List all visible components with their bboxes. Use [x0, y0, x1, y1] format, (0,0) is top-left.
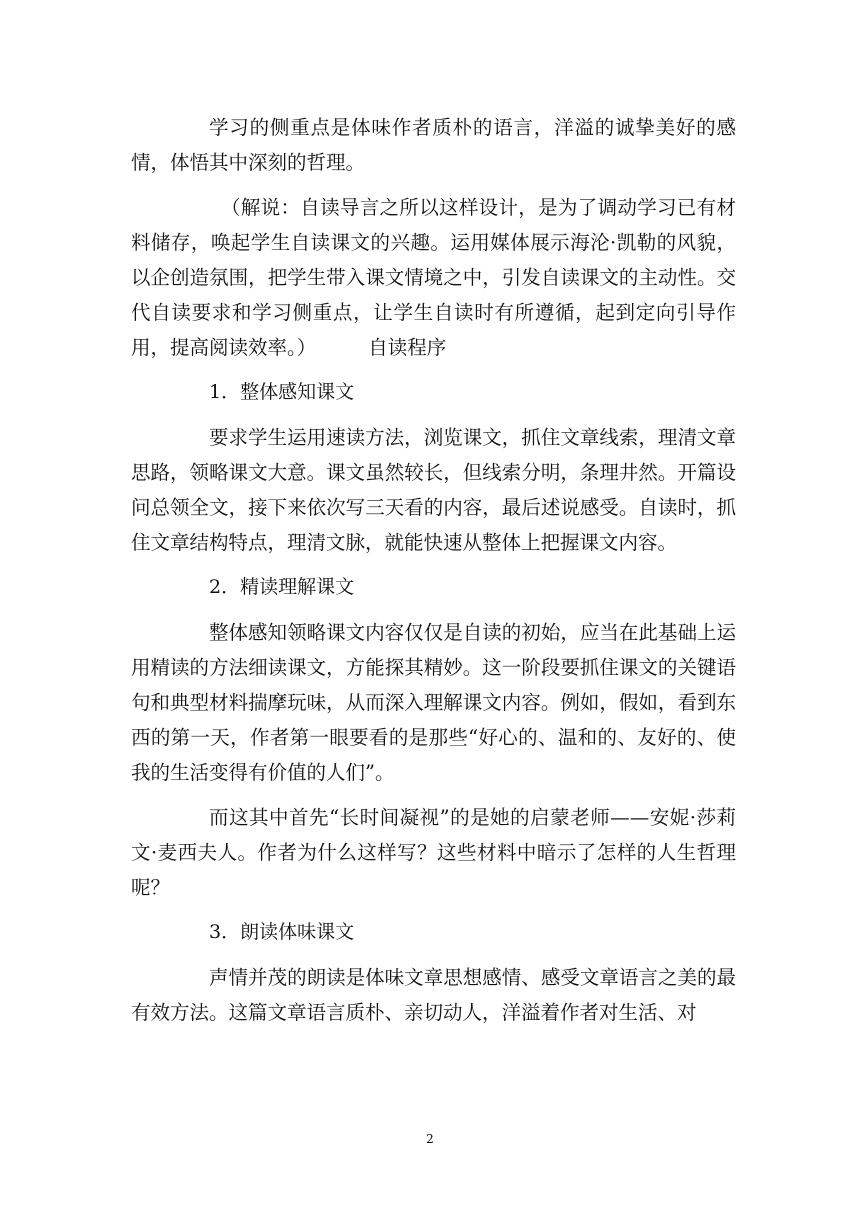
step1-paragraph: 要求学生运用速读方法，浏览课文，抓住文章线索，理清文章思路，领略课文大意。课文虽然较长，但线索分明，条理井然。开篇设问总领全文，接下来依次写三天看的内容，最后述说感受。自读时，抓住文章结构特点，理清文脉，就能快速从整体上把握课文内容。: [131, 426, 736, 554]
paragraph-gap: [131, 365, 736, 375]
paragraph-gap: [131, 905, 736, 915]
paragraph-learning-focus: 学习的侧重点是体味作者质朴的语言，洋溢的诚挚美好的感情，体悟其中深刻的哲理。: [131, 116, 736, 174]
page-number: 2: [426, 1132, 434, 1146]
step2-paragraph-continued: 而这其中首先“长时间凝视”的是她的启蒙老师——安妮·莎莉文·麦西夫人。作者为什么这样写？这些材料中暗示了怎样的人生哲理呢？: [131, 806, 736, 899]
step2-heading: 2．精读理解课文: [209, 576, 355, 598]
paragraph-gap: [131, 790, 736, 800]
document-body: [131, 110, 736, 1030]
paragraph-gap: [131, 605, 736, 615]
step3-paragraph: 声情并茂的朗读是体味文章思想感情、感受文章语言之美的最有效方法。这篇文章语言质朴、亲切动人，洋溢着作者对生活、对: [131, 966, 736, 1024]
step2-paragraph: 整体感知领略课文内容仅仅是自读的初始，应当在此基础上运用精读的方法细读课文，方能探其精妙。这一阶段要抓住课文的关键语句和典型材料揣摩玩味，从而深入理解课文内容。例如，假如，看到东西的第一天，作者第一眼要看的是那些“好心的、温和的、友好的、使我的生活变得有价值的人们”。: [131, 621, 736, 784]
paragraph-gap: [131, 410, 736, 420]
paragraph-gap: [131, 560, 736, 570]
self-reading-procedure-label: 自读程序: [368, 336, 447, 359]
paragraph-explanation: [131, 190, 736, 365]
step1-heading: 1．整体感知课文: [209, 381, 355, 403]
paragraph-gap: [131, 180, 736, 190]
step3-heading: 3．朗读体味课文: [209, 921, 355, 943]
paragraph-gap: [131, 950, 736, 960]
explanation-text: （解说：自读导言之所以这样设计，是为了调动学习已有材料储存，唤起学生自读课文的兴趣。运用媒体展示海沦·凯勒的风貌，以企创造氛围，把学生带入课文情境之中，引发自读课文的主动性。交代自读要求和学习侧重点，让学生自读时有所遵循，起到定向引导作用，提高阅读效率。）: [131, 196, 736, 359]
